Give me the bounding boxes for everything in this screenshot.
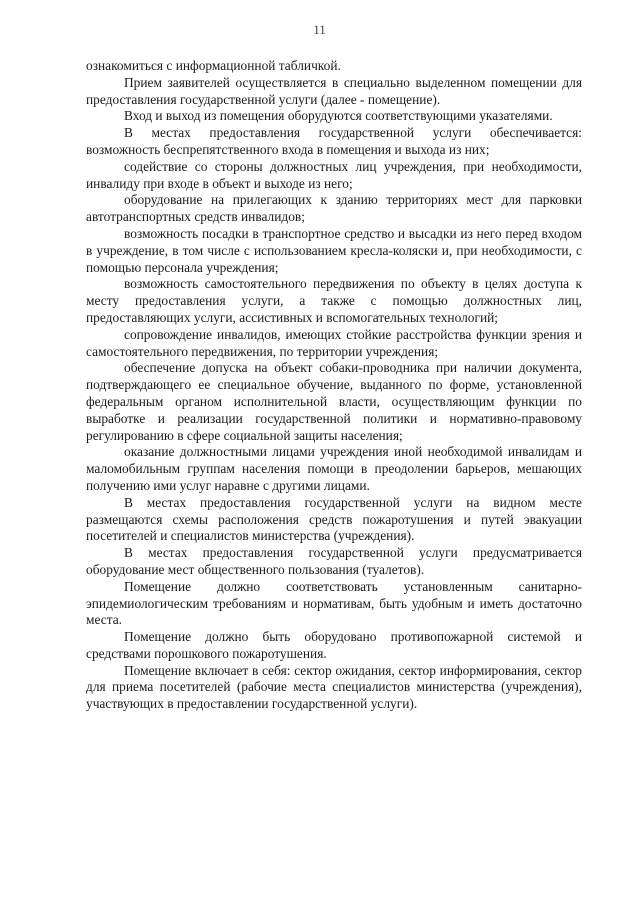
paragraph: содействие со стороны должностных лиц учреждения, при необходимости, инвалиду при входе в объект и выходе из него; <box>86 158 582 191</box>
paragraph: оказание должностными лицами учреждения иной необходимой инвалидам и маломобильным группам населения помощи в преодолении барьеров, мешающих получению ими услуг наравне с другими лицами. <box>86 444 582 493</box>
paragraph: В местах предоставления государственной услуги на видном месте размещаются схемы расположения средств пожаротушения и путей эвакуации посетителей и специалистов министерства (учреждения). <box>86 494 582 544</box>
paragraph: возможность посадки в транспортное средство и высадки из него перед входом в учреждение, в том числе с использованием кресла-коляски и, при необходимости, с помощью персонала учреждения; <box>86 225 582 275</box>
body-text <box>86 58 582 713</box>
page-number: 11 <box>313 22 326 37</box>
paragraph: Помещение включает в себя: сектор ожидания, сектор информирования, сектор для приема посетителей (рабочие места специалистов министерства (учреждения), участвующих в предоставлении государственной услуги). <box>86 662 582 712</box>
paragraph: Помещение должно быть оборудовано противопожарной системой и средствами порошкового пожаротушения. <box>86 629 582 661</box>
paragraph: В местах предоставления государственной услуги предусматривается оборудование мест общественного пользования (туалетов). <box>86 545 582 577</box>
paragraph: Помещение должно соответствовать установленным санитарно-эпидемиологическим требованиям и нормативам, быть удобным и иметь достаточно места. <box>86 578 582 628</box>
paragraph: ознакомиться с информационной табличкой. <box>86 58 341 73</box>
paragraph: сопровождение инвалидов, имеющих стойкие расстройства функции зрения и самостоятельного передвижения, по территории учреждения; <box>86 326 582 359</box>
paragraph: Прием заявителей осуществляется в специально выделенном помещении для предоставления государственной услуги (далее - помещение). <box>86 74 582 107</box>
paragraph: оборудование на прилегающих к зданию территориях мест для парковки автотранспортных средств инвалидов; <box>86 192 582 225</box>
paragraph: возможность самостоятельного передвижения по объекту в целях доступа к месту предоставления услуги, а также с помощью должностных лиц, предоставляющих услуги, ассистивных и вспомогательных технологий; <box>86 276 582 325</box>
paragraph: В местах предоставления государственной услуги обеспечивается: возможность беспрепятственного входа в помещения и выхода из них; <box>86 125 582 157</box>
paragraph: Вход и выход из помещения оборудуются соответствующими указателями. <box>124 108 553 124</box>
paragraph: обеспечение допуска на объект собаки-проводника при наличии документа, подтверждающего ее специальное обучение, выданного по форме, установленной федеральным органом исполнительной власти, осуществляющим функции по выработке и реализации государственной политики и нормативно-правовому регулированию в сфере социальной защиты населения; <box>86 360 582 443</box>
